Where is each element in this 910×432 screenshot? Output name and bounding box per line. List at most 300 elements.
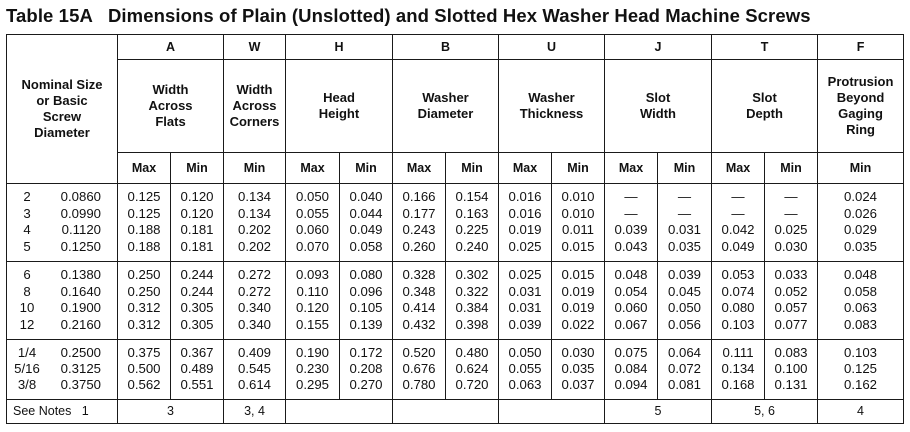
value: 0.029: [844, 222, 878, 238]
nominal-size: 6: [23, 267, 31, 283]
basic-diameter: 0.0990: [60, 205, 101, 221]
value: 0.094: [614, 377, 648, 393]
column-description-w: [224, 60, 286, 153]
value: 0.676: [402, 360, 436, 376]
value: 0.015: [561, 238, 595, 254]
value: —: [677, 205, 692, 221]
value: 0.134: [237, 189, 271, 205]
nominal-size-line: [13, 361, 117, 377]
value: 0.050: [295, 189, 329, 205]
value: 0.019: [508, 222, 542, 238]
notes-row: [7, 399, 904, 423]
value: 0.053: [721, 267, 755, 283]
notes-ref-b: [393, 399, 499, 423]
value-cell: [712, 261, 765, 339]
limit-header: Min: [818, 153, 904, 184]
notes-ref-u: [499, 399, 605, 423]
basic-diameter: 0.3750: [60, 377, 101, 393]
value-cell: [446, 183, 499, 261]
value-cell: [712, 183, 765, 261]
notes-label-cell: [7, 399, 118, 423]
value: 0.067: [614, 316, 648, 332]
value: 0.042: [721, 222, 755, 238]
basic-diameter: 0.1120: [61, 222, 101, 238]
value: 0.120: [180, 205, 214, 221]
value: 0.096: [349, 283, 383, 299]
limit-header: Max: [118, 153, 171, 184]
basic-diameter: 0.3125: [60, 360, 101, 376]
value-cell: [340, 183, 393, 261]
limit-header: Max: [499, 153, 552, 184]
value: 0.208: [349, 360, 383, 376]
value: 0.166: [402, 189, 436, 205]
nominal-size-line: [13, 284, 117, 300]
value: 0.780: [402, 377, 436, 393]
column-description-t: [712, 60, 818, 153]
size-group: [7, 183, 904, 261]
value-cell: [818, 183, 904, 261]
notes-ref-h: [286, 399, 393, 423]
value: 0.057: [774, 300, 808, 316]
nominal-size-line: [13, 189, 117, 205]
header-text: Washer: [422, 90, 469, 106]
value: 0.058: [349, 238, 383, 254]
value-cell: [658, 183, 712, 261]
value: —: [624, 205, 638, 221]
header-text: Slot: [752, 90, 777, 106]
value-cell: [765, 183, 818, 261]
value: 0.295: [295, 377, 329, 393]
value: 0.049: [349, 222, 383, 238]
nominal-size-line: [13, 239, 117, 255]
basic-diameter: 0.1250: [60, 238, 101, 254]
nominal-size-line: [13, 377, 117, 393]
value: 0.272: [237, 283, 271, 299]
value-cell: [499, 261, 552, 339]
value-cell: [393, 339, 446, 399]
value: 0.305: [180, 316, 214, 332]
value: 0.033: [774, 267, 808, 283]
value-cell: [118, 183, 171, 261]
value: 0.025: [508, 267, 542, 283]
limit-header: Min: [552, 153, 605, 184]
limit-header: Max: [605, 153, 658, 184]
value-cell: [286, 261, 340, 339]
value: 0.060: [295, 222, 329, 238]
value: 0.432: [402, 316, 436, 332]
size-group: [7, 261, 904, 339]
nominal-size: 12: [19, 316, 35, 332]
value: 0.340: [237, 316, 271, 332]
nominal-size: 10: [19, 300, 35, 316]
size-group: [7, 339, 904, 399]
value: 0.011: [561, 222, 595, 238]
value: 0.409: [237, 344, 271, 360]
nominal-size-line: [13, 300, 117, 316]
value: 0.120: [295, 300, 329, 316]
value: 0.049: [721, 238, 755, 254]
value: 0.030: [774, 238, 808, 254]
header-text: Across: [232, 98, 277, 114]
nominal-size: 4: [23, 222, 31, 238]
nominal-size-cell: [7, 339, 118, 399]
value: 0.031: [508, 283, 542, 299]
column-description-a: [118, 60, 224, 153]
value-cell: [605, 261, 658, 339]
value-cell: [818, 339, 904, 399]
value-cell: [658, 339, 712, 399]
limit-header: Min: [340, 153, 393, 184]
value: 0.384: [455, 300, 489, 316]
table-title: Table 15A Dimensions of Plain (Unslotted) and Slotted Hex Washer Head Machine Screws: [6, 5, 811, 26]
value: 0.190: [295, 344, 329, 360]
nominal-size: 1/4: [17, 344, 37, 360]
value-cell: [340, 339, 393, 399]
value-cell: [393, 261, 446, 339]
value: 0.260: [402, 238, 436, 254]
limit-header: Min: [446, 153, 499, 184]
value-cell: [818, 261, 904, 339]
notes-label: See Notes: [13, 404, 72, 419]
value: 0.035: [668, 238, 702, 254]
dimensions-table: [6, 34, 904, 424]
value: 0.025: [508, 238, 542, 254]
value: 0.045: [668, 283, 702, 299]
value: 0.010: [561, 205, 595, 221]
value: 0.250: [127, 283, 161, 299]
value-cell: [393, 183, 446, 261]
value-cell: [224, 183, 286, 261]
value: 0.562: [127, 377, 161, 393]
column-letter-j: J: [605, 35, 712, 60]
nominal-size-header: [7, 35, 118, 184]
header-text: Protrusion: [827, 74, 894, 90]
value: 0.225: [455, 222, 489, 238]
value: 0.500: [127, 360, 161, 376]
value: 0.035: [844, 238, 878, 254]
value: 0.043: [614, 238, 648, 254]
limit-header: Min: [171, 153, 224, 184]
nominal-size: 8: [23, 283, 31, 299]
notes-ref-a: 3: [118, 399, 224, 423]
value: 0.134: [237, 205, 271, 221]
notes-ref-f: 4: [818, 399, 904, 423]
value: 0.244: [180, 283, 214, 299]
header-text: Slot: [645, 90, 671, 106]
value: 0.162: [844, 377, 878, 393]
value: 0.074: [721, 283, 755, 299]
value: 0.155: [295, 316, 329, 332]
value: 0.111: [722, 344, 754, 360]
value: 0.131: [774, 377, 808, 393]
column-letter-t: T: [712, 35, 818, 60]
value: 0.052: [774, 283, 808, 299]
value: 0.070: [295, 238, 329, 254]
value: 0.398: [455, 316, 489, 332]
value: 0.093: [295, 267, 329, 283]
value: 0.063: [508, 377, 542, 393]
value: 0.230: [295, 360, 329, 376]
value: 0.048: [844, 267, 878, 283]
limit-header: Min: [658, 153, 712, 184]
value: 0.081: [668, 377, 702, 393]
value: 0.340: [237, 300, 271, 316]
value-cell: [118, 339, 171, 399]
value: 0.037: [561, 377, 595, 393]
value: 0.015: [561, 267, 595, 283]
value: 0.272: [237, 267, 271, 283]
value: 0.025: [774, 222, 808, 238]
value: 0.048: [614, 267, 648, 283]
value: 0.058: [844, 283, 878, 299]
value-cell: [171, 261, 224, 339]
value: —: [731, 189, 745, 205]
value: 0.039: [614, 222, 648, 238]
value: 0.105: [349, 300, 383, 316]
value: 0.240: [455, 238, 489, 254]
value: 0.080: [349, 267, 383, 283]
value: 0.322: [455, 283, 489, 299]
limit-header: Max: [286, 153, 340, 184]
value: 0.154: [455, 189, 489, 205]
value: 0.075: [614, 344, 648, 360]
value: 0.019: [561, 300, 595, 316]
value-cell: [658, 261, 712, 339]
value: 0.125: [127, 189, 161, 205]
value: 0.302: [455, 267, 489, 283]
value: —: [624, 189, 638, 205]
value: 0.551: [180, 377, 214, 393]
value: 0.181: [180, 222, 214, 238]
header-text: Head: [323, 90, 355, 106]
header-limit-row: [7, 153, 904, 184]
value: 0.084: [614, 360, 648, 376]
value: 0.480: [455, 344, 489, 360]
value: 0.624: [455, 360, 489, 376]
nominal-size: 3: [23, 205, 31, 221]
basic-diameter: 0.1900: [60, 300, 101, 316]
notes-ref-w: 3, 4: [224, 399, 286, 423]
value-cell: [552, 339, 605, 399]
value: 0.060: [614, 300, 648, 316]
value: 0.010: [561, 189, 595, 205]
value-cell: [286, 183, 340, 261]
value: 0.125: [844, 360, 878, 376]
value: 0.375: [127, 344, 161, 360]
value-cell: [446, 261, 499, 339]
value: 0.348: [402, 283, 436, 299]
value-cell: [224, 261, 286, 339]
value: 0.030: [561, 344, 595, 360]
header-text: Across: [148, 98, 193, 114]
value: 0.188: [127, 238, 161, 254]
column-description-h: [286, 60, 393, 153]
header-text: Washer: [528, 90, 575, 106]
value: 0.312: [127, 316, 161, 332]
header-text: Height: [318, 106, 360, 122]
value: 0.188: [127, 222, 161, 238]
value: 0.019: [561, 283, 595, 299]
value: 0.545: [237, 360, 271, 376]
value: 0.063: [844, 300, 878, 316]
column-letter-f: F: [818, 35, 904, 60]
value: 0.103: [721, 316, 755, 332]
value: 0.040: [349, 189, 383, 205]
value-cell: [499, 183, 552, 261]
value: 0.125: [127, 205, 161, 221]
value: 0.026: [844, 205, 878, 221]
limit-header: Max: [393, 153, 446, 184]
value: 0.328: [402, 267, 436, 283]
value: 0.244: [180, 267, 214, 283]
header-text: Corners: [229, 114, 280, 130]
value-cell: [712, 339, 765, 399]
value: 0.202: [237, 222, 271, 238]
nominal-size-line: [13, 222, 117, 238]
value-cell: [340, 261, 393, 339]
column-letter-w: W: [224, 35, 286, 60]
value: 0.103: [844, 344, 878, 360]
value: 0.250: [127, 267, 161, 283]
value: 0.080: [721, 300, 755, 316]
value: —: [731, 205, 745, 221]
header-text: Depth: [746, 106, 783, 122]
nominal-size-line: [13, 317, 117, 333]
value-cell: [552, 261, 605, 339]
value: 0.172: [349, 344, 383, 360]
value-cell: [118, 261, 171, 339]
value: 0.083: [844, 316, 878, 332]
column-letter-a: A: [118, 35, 224, 60]
value: 0.720: [455, 377, 489, 393]
nominal-size: 5: [23, 238, 31, 254]
column-letter-u: U: [499, 35, 605, 60]
value: 0.120: [180, 189, 214, 205]
value: 0.100: [774, 360, 808, 376]
basic-diameter: 0.2500: [60, 344, 101, 360]
value: 0.024: [844, 189, 878, 205]
column-description-u: [499, 60, 605, 153]
value: 0.055: [295, 205, 329, 221]
header-letter-row: [7, 35, 904, 60]
value: 0.022: [561, 316, 595, 332]
notes-ref-t: 5, 6: [712, 399, 818, 423]
basic-diameter: 0.1640: [60, 283, 101, 299]
value: 0.489: [180, 360, 214, 376]
column-description-j: [605, 60, 712, 153]
limit-header: Min: [224, 153, 286, 184]
value: 0.016: [508, 189, 542, 205]
value: 0.039: [508, 316, 542, 332]
value: 0.110: [296, 283, 329, 299]
value: 0.072: [668, 360, 702, 376]
header-text: Screw: [42, 108, 82, 124]
header-text: Thickness: [519, 106, 584, 122]
value: 0.414: [402, 300, 436, 316]
value-cell: [171, 339, 224, 399]
value: 0.056: [668, 316, 702, 332]
column-letter-h: H: [286, 35, 393, 60]
value: 0.050: [508, 344, 542, 360]
value-cell: [171, 183, 224, 261]
value: 0.163: [455, 205, 489, 221]
value: 0.134: [721, 360, 755, 376]
value-cell: [224, 339, 286, 399]
header-text: Beyond: [836, 90, 885, 106]
value: 0.031: [508, 300, 542, 316]
value: 0.039: [668, 267, 702, 283]
value-cell: [765, 261, 818, 339]
header-text: Diameter: [34, 124, 90, 140]
header-text: Width: [152, 82, 189, 98]
nominal-size-line: [13, 206, 117, 222]
basic-diameter: 0.2160: [60, 316, 101, 332]
header-text: Width: [236, 82, 273, 98]
value: —: [677, 189, 692, 205]
value: 0.243: [402, 222, 436, 238]
value-cell: [765, 339, 818, 399]
value: 0.054: [614, 283, 648, 299]
value-cell: [552, 183, 605, 261]
basic-diameter: 0.0860: [60, 189, 101, 205]
value: —: [784, 189, 798, 205]
header-text: or Basic: [36, 92, 88, 108]
value-cell: [499, 339, 552, 399]
nominal-size-cell: [7, 261, 118, 339]
value: 0.202: [237, 238, 271, 254]
basic-diameter: 0.1380: [60, 267, 101, 283]
header-text: Nominal Size: [21, 76, 103, 92]
value: 0.305: [180, 300, 214, 316]
header-text: Ring: [846, 122, 875, 138]
header-text: Gaging: [838, 106, 883, 122]
value: 0.055: [508, 360, 542, 376]
nominal-size-line: [13, 267, 117, 283]
value: 0.016: [508, 205, 542, 221]
notes-ref: 1: [81, 404, 89, 419]
notes-ref-j: 5: [605, 399, 712, 423]
header-text: Width: [640, 106, 676, 122]
column-description-f: [818, 60, 904, 153]
column-letter-b: B: [393, 35, 499, 60]
value: 0.077: [774, 316, 808, 332]
value: 0.139: [349, 316, 383, 332]
value: 0.031: [668, 222, 702, 238]
column-description-b: [393, 60, 499, 153]
limit-header: Min: [765, 153, 818, 184]
nominal-size: 5/16: [14, 360, 40, 376]
header-text: Diameter: [417, 106, 474, 122]
value-cell: [605, 339, 658, 399]
value: 0.181: [180, 238, 214, 254]
value-cell: [446, 339, 499, 399]
value: 0.168: [721, 377, 755, 393]
value-cell: [286, 339, 340, 399]
value: —: [784, 205, 798, 221]
header-description-row: [7, 60, 904, 153]
value: 0.177: [402, 205, 436, 221]
value: 0.064: [668, 344, 702, 360]
value-cell: [605, 183, 658, 261]
header-text: Flats: [155, 114, 186, 130]
value: 0.520: [402, 344, 436, 360]
nominal-size-line: [13, 345, 117, 361]
value: 0.367: [180, 344, 214, 360]
value: 0.044: [349, 205, 383, 221]
value: 0.614: [237, 377, 271, 393]
value: 0.270: [349, 377, 383, 393]
value: 0.083: [774, 344, 808, 360]
